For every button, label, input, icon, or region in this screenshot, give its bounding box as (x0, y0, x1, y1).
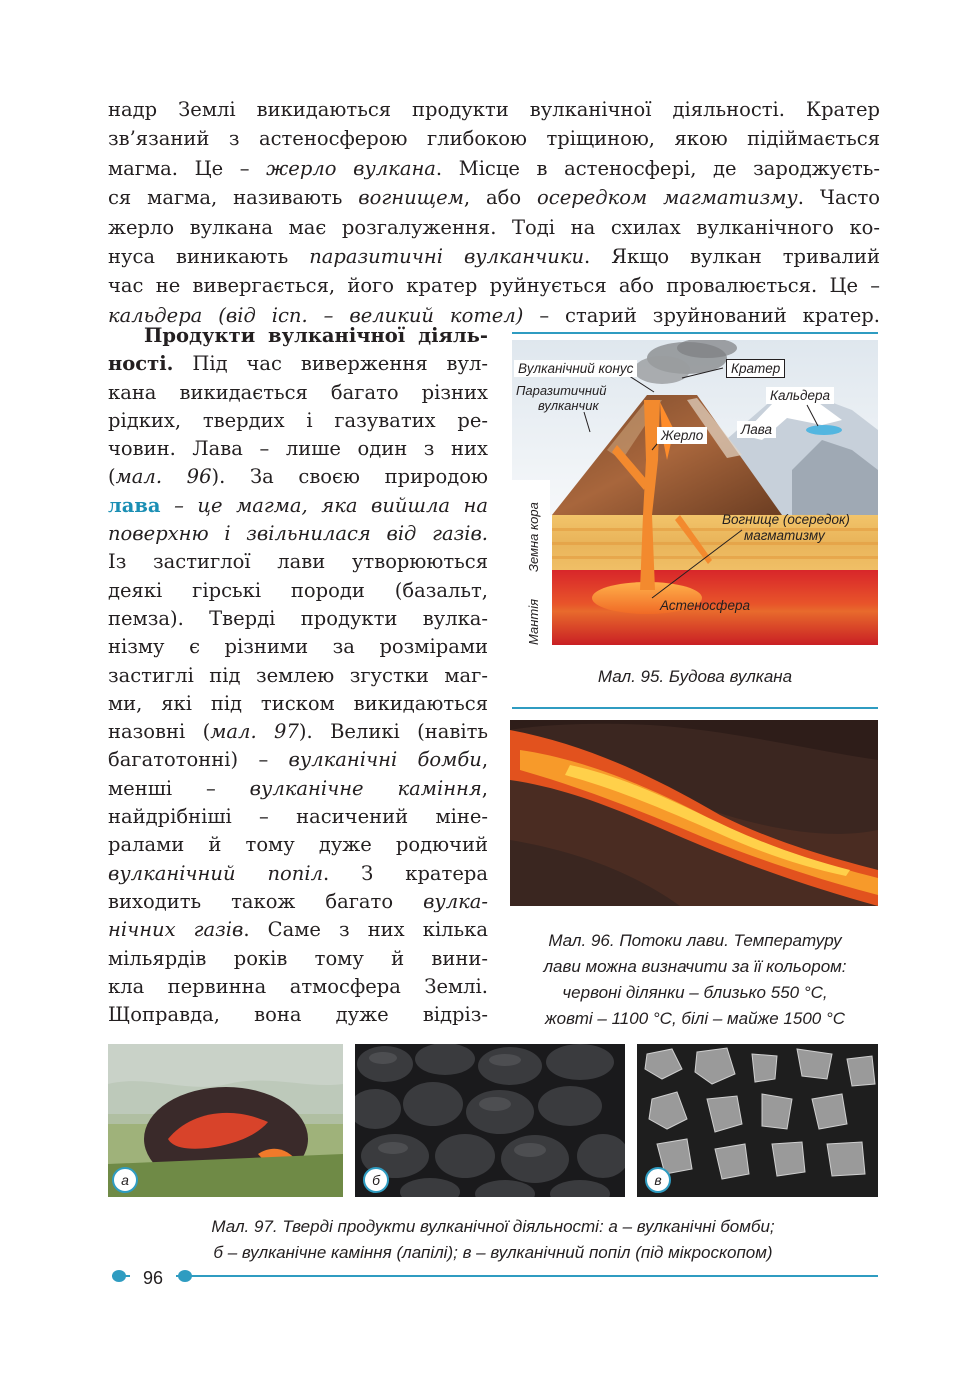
term-vent: жерло вулкана (266, 156, 436, 180)
text-line: (мал. 96). За своєю природою (108, 465, 489, 489)
label-focus-2: магматизму (744, 528, 825, 543)
term-magmatism: осередком магматизму (537, 186, 798, 210)
label-asthenosphere: Астеносфера (660, 598, 750, 613)
figure-95-caption: Мал. 95. Будова вулкана (597, 667, 793, 686)
badge-c: в (645, 1167, 671, 1193)
term-lava: лава (108, 493, 161, 517)
label-parasitic-1: Паразитичний (516, 383, 607, 398)
label-crater: Кратер (726, 359, 785, 378)
volcanic-bomb-photo (108, 1044, 343, 1197)
badge-b: б (363, 1167, 389, 1193)
figure-97-caption: Мал. 97. Тверді продукти вулканічної діяльності: а – вулканічні бомби; б – вулканічне каміння (лапілі); в – вулканічний попіл (під мікроскопом) (211, 1217, 775, 1262)
text-line: нізму є різними за розмірами (108, 635, 488, 659)
volcanic-ash-photo (637, 1044, 878, 1197)
text-line: нуса виникають паразитичні вулканчики. Якщо вулкан тривалий (108, 245, 880, 269)
label-vent: Жерло (657, 427, 707, 444)
volcano-structure-diagram (512, 340, 878, 645)
text-line: кла первинна атмосфера Землі. (108, 974, 488, 998)
text-line: мільярдів років тому й вини- (108, 946, 488, 970)
label-caldera: Кальдера (766, 387, 834, 404)
footer-rule (112, 1275, 878, 1277)
badge-a: а (112, 1167, 138, 1193)
text-line: назовні (мал. 97). Великі (навіть (108, 720, 488, 744)
text-line: вулканічний попіл. З кратера (108, 861, 488, 885)
figure-96-caption: Мал. 96. Потоки лави. Температуру лави можна визначити за її кольором: червоні ділянки – близько 550 °С, жовті – 1100 °С, білі – майже 1500 °С (543, 931, 847, 1028)
text-line: виходить також багато вулка- (108, 889, 488, 913)
lava-flow-photo (510, 720, 878, 906)
footer-dot-right (178, 1270, 192, 1282)
label-earth-crust: Земна кора (526, 502, 541, 572)
figure-rule (512, 707, 878, 709)
text-line: жерло вулкана має розгалуження. Тоді на схилах вулканічного ко- (108, 215, 880, 239)
text-line: кана викидається багато різних (108, 380, 488, 404)
text-line: багатотонні) – вулканічні бомби, (108, 748, 489, 772)
text-line: найдрібніші – насичений міне- (108, 805, 488, 829)
text-line: Із застиглої лави утворюються (108, 550, 488, 574)
label-parasitic-2: вулканчик (538, 398, 599, 413)
text-line: надр Землі викидаються продукти вулканічної діяльності. Кратер (108, 98, 880, 121)
text-line: деякі гірські породи (базальт, (108, 578, 488, 602)
text-line: менші – вулканічне каміння, (108, 776, 488, 800)
text-line: нічних газів. Саме з них кілька (108, 918, 488, 942)
label-mantle: Мантія (526, 598, 541, 645)
term-caldera: кальдера (від ісп. – великий котел) (108, 303, 524, 327)
left-column-text (108, 322, 488, 1029)
page-number: 96 (143, 1268, 164, 1288)
term-focus: вогнищем (358, 186, 464, 210)
text-line: човин. Лава – лише один з них (108, 437, 488, 461)
text-line: час не вивергається, його кратер руйнується або провалюється. Це – (108, 274, 880, 298)
label-focus-1: Вогнище (осередок) (722, 512, 850, 527)
text-line: зв’язаний з астеносферою глибокою тріщиною, якою підіймається (108, 127, 880, 151)
text-line: ралами й тому дуже родючий (108, 833, 488, 857)
text-line: Щоправда, вона дуже відріз- (108, 1003, 488, 1027)
text-line: поверхню і звільнилася від газів. (108, 522, 488, 546)
top-paragraph (108, 95, 880, 330)
section-heading: Продукти вулканічної діяль- (144, 324, 488, 347)
text-line: ся магма, називають вогнищем, або осередком магматизму. Часто (108, 186, 881, 210)
term-parasitic: паразитичні вулканчики (309, 245, 585, 269)
label-volcanic-cone: Вулканічний конус (514, 360, 637, 377)
text-line: ми, які під тиском викидаються (108, 691, 488, 715)
figure-rule (512, 332, 878, 334)
lapilli-photo (355, 1044, 625, 1197)
text-line: лава – це магма, яка вийшла на (108, 493, 488, 517)
label-lava: Лава (737, 421, 776, 438)
text-line: ності. Під час виверження вул- (108, 352, 488, 376)
text-line: застиглі під землею згустки маг- (108, 663, 488, 687)
text-line: магма. Це – жерло вулкана. Місце в астеносфері, де зароджуєть- (108, 156, 880, 180)
footer-dot-left (112, 1270, 126, 1282)
text-line: рідких, твердих і газуватих ре- (108, 408, 488, 432)
text-line: пемза). Тверді продукти вулка- (108, 606, 488, 630)
text-line: кальдера (від ісп. – великий котел) – старий зруйнований кратер. (108, 303, 880, 327)
